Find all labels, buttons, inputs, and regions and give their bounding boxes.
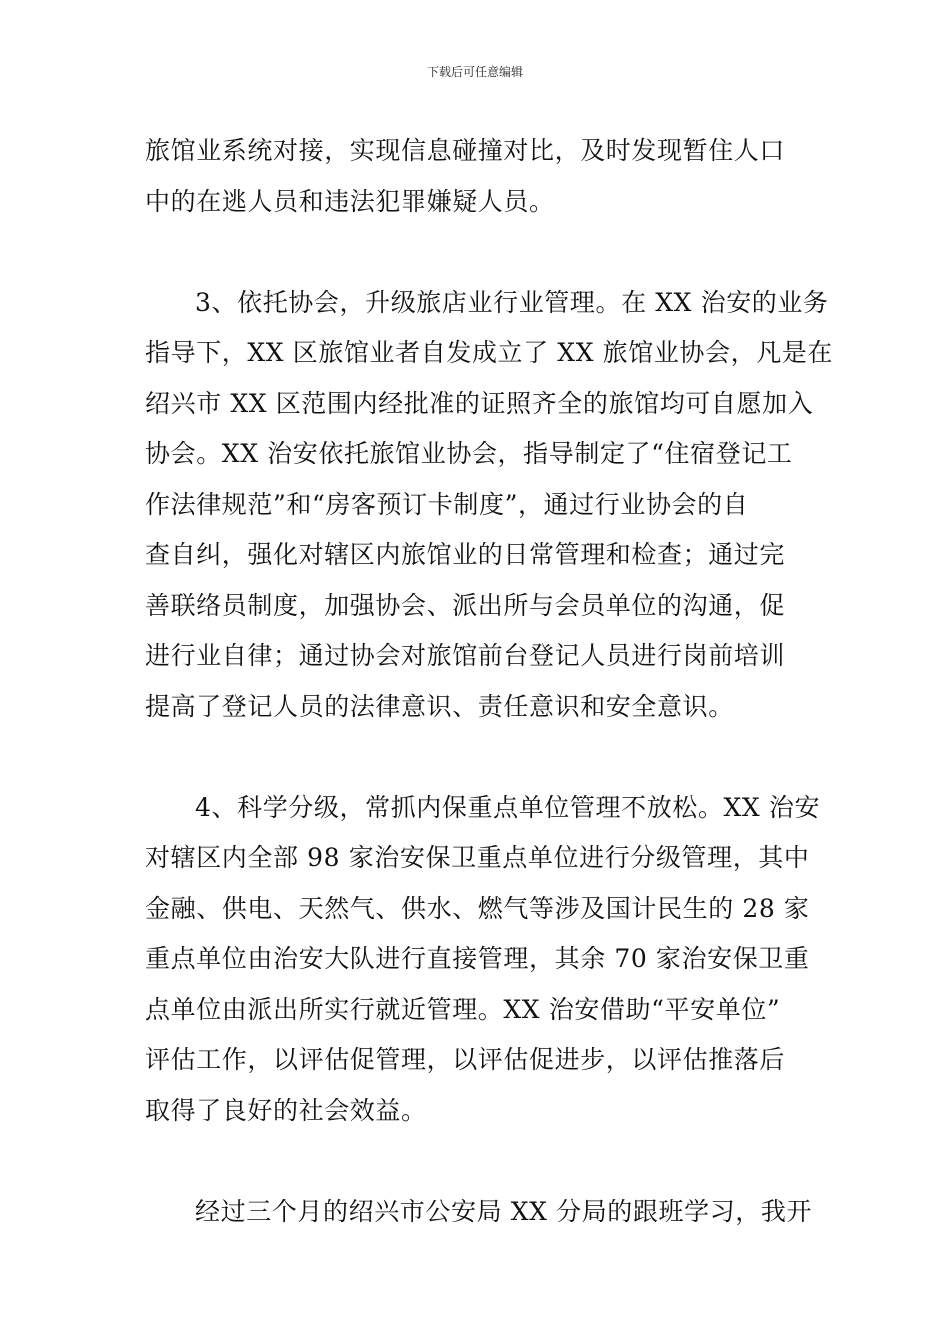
text-line: 评估工作，以评估促管理，以评估促进步，以评估推落后 [145,1045,786,1074]
text-line: 善联络员制度，加强协会、派出所与会员单位的沟通，促 [145,590,786,620]
text-line: 3、依托协会，升级旅店业行业管理。在 XX 治安的业务 [195,287,829,317]
text-line: 旅馆业系统对接，实现信息碰撞对比，及时发现暂住人口 [145,136,786,165]
paragraph-3 [145,783,821,1137]
document-body [145,126,834,1237]
text-line: 绍兴市 XX 区范围内经批准的证照齐全的旅馆均可自愿加入 [145,388,814,418]
text-line: 中的在逃人员和违法犯罪嫌疑人员。 [145,186,555,216]
paragraph-1 [145,126,817,227]
paragraph-spacer [145,1136,817,1187]
text-line: 经过三个月的绍兴市公安局 XX 分局的跟班学习，我开 [195,1196,813,1226]
text-line: 查自纠，强化对辖区内旅馆业的日常管理和检查；通过完 [145,540,786,569]
text-line: 重点单位由治安大队进行直接管理，其余 70 家治安保卫重 [145,944,810,973]
text-line: 作法律规范”和“房客预订卡制度”，通过行业协会的自 [145,489,749,519]
page-header: 下载后可任意编辑 [426,65,523,79]
text-line: 协会。XX 治安依托旅馆业协会，指导制定了“住宿登记工 [145,439,793,468]
text-line: 金融、供电、天然气、供水、燃气等涉及国计民生的 28 家 [145,893,810,923]
paragraph-4 [145,1187,817,1238]
paragraph-spacer [145,227,817,278]
text-line: 提高了登记人员的法律意识、责任意识和安全意识。 [145,691,734,721]
text-line: 4、科学分级，常抓内保重点单位管理不放松。XX 治安 [195,792,821,822]
text-line: 取得了良好的社会效益。 [145,1095,427,1125]
text-line: 对辖区内全部 98 家治安保卫重点单位进行分级管理，其中 [145,843,810,872]
text-line: 指导下，XX 区旅馆业者自发成立了 XX 旅馆业协会，凡是在 [145,338,834,367]
text-line: 点单位由派出所实行就近管理。XX 治安借助“平安单位” [145,994,781,1024]
paragraph-spacer [145,732,817,783]
text-line: 进行业自律；通过协会对旅馆前台登记人员进行岗前培训 [145,641,786,670]
paragraph-2 [145,278,834,733]
